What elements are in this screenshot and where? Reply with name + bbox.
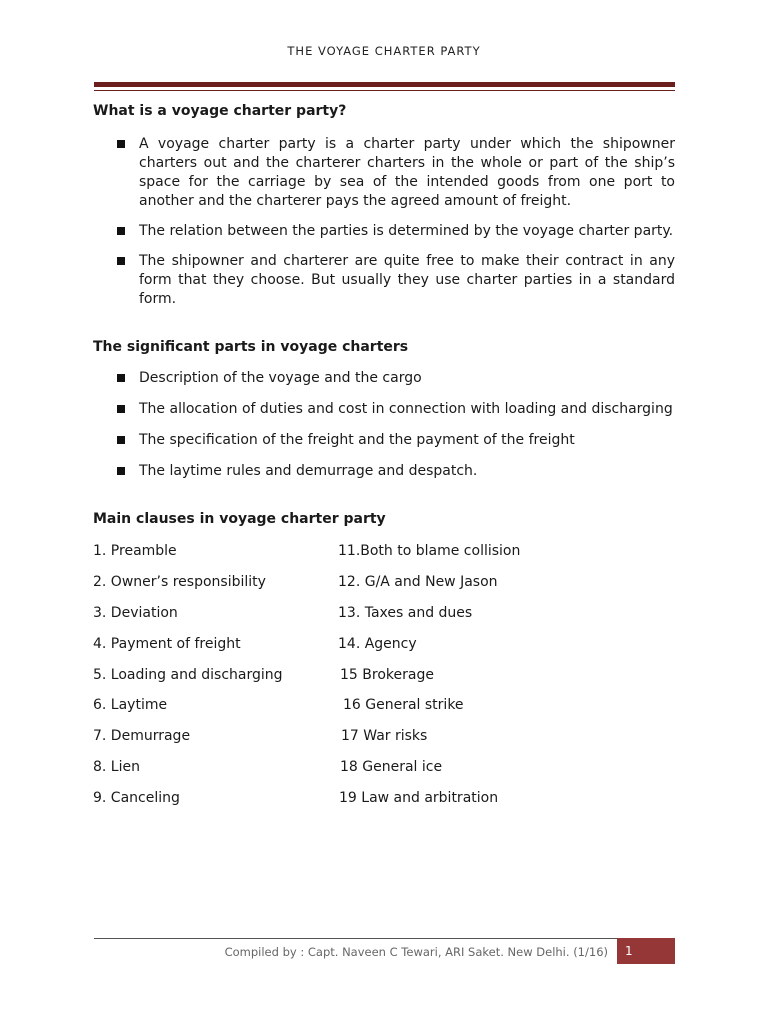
square-bullet-icon	[117, 467, 125, 475]
header-rule-thick	[94, 82, 675, 87]
clause-left: 5. Loading and discharging	[93, 666, 283, 683]
clause-row	[93, 541, 675, 572]
page-number-badge	[617, 938, 675, 964]
clause-left: 3. Deviation	[93, 604, 178, 621]
bullet-text: The laytime rules and demurrage and despatch.	[139, 463, 478, 479]
clause-right: 12. G/A and New Jason	[338, 573, 498, 590]
clause-row	[93, 695, 675, 726]
clause-left: 2. Owner’s responsibility	[93, 573, 266, 590]
section-heading-significant-parts: The significant parts in voyage charters	[93, 339, 409, 355]
bullet-text: The relation between the parties is determined by the voyage charter party.	[139, 223, 674, 239]
footer-rule	[94, 938, 617, 939]
clause-left: 7. Demurrage	[93, 728, 191, 745]
clause-row	[93, 572, 675, 603]
clause-right: 19 Law and arbitration	[339, 790, 499, 807]
list-item	[93, 135, 675, 211]
list-item	[93, 400, 675, 419]
clause-right: 11.Both to blame collision	[338, 543, 521, 559]
square-bullet-icon	[117, 140, 125, 148]
clause-left: 8. Lien	[93, 759, 140, 776]
list-item	[93, 369, 675, 388]
section-heading-definition: What is a voyage charter party?	[93, 103, 347, 119]
square-bullet-icon	[117, 227, 125, 235]
clause-right: 16 General strike	[343, 697, 464, 714]
clause-right: 17 War risks	[341, 728, 428, 745]
bullet-text: The shipowner and charterer are quite free to make their contract in any form that they choose. But usually they use charter parties in a standard form.	[139, 253, 675, 307]
clause-row	[93, 757, 675, 788]
list-item	[93, 222, 675, 241]
clause-left: 1. Preamble	[93, 543, 177, 559]
clause-right: 14. Agency	[338, 635, 417, 652]
square-bullet-icon	[117, 436, 125, 444]
bullet-text: The allocation of duties and cost in connection with loading and discharging	[139, 401, 673, 417]
running-header: THE VOYAGE CHARTER PARTY	[287, 44, 481, 58]
clause-left: 4. Payment of freight	[93, 635, 241, 652]
bullet-text: Description of the voyage and the cargo	[139, 370, 422, 386]
clause-row	[93, 634, 675, 665]
bullet-text: The specification of the freight and the payment of the freight	[139, 432, 575, 448]
page-number: 1	[625, 944, 633, 958]
list-item	[93, 462, 675, 481]
clause-left: 6. Laytime	[93, 697, 168, 714]
section-heading-main-clauses: Main clauses in voyage charter party	[93, 511, 386, 527]
clause-row	[93, 726, 675, 757]
square-bullet-icon	[117, 405, 125, 413]
clauses-two-column-list	[93, 541, 675, 819]
bullet-text: A voyage charter party is a charter party under which the shipowner charters out and the charterer charters in the whole or part of the ship’s space for the carriage by sea of the intended goods from one port to another and the charterer pays the agreed amount of freight.	[139, 136, 675, 209]
definition-bullet-list	[93, 135, 675, 309]
list-item	[93, 252, 675, 309]
clause-row	[93, 788, 675, 819]
clause-right: 15 Brokerage	[340, 666, 434, 683]
square-bullet-icon	[117, 374, 125, 382]
clause-row	[93, 603, 675, 634]
clause-right: 13. Taxes and dues	[338, 604, 473, 621]
list-item	[93, 431, 675, 450]
header-rule-thin	[94, 90, 675, 91]
square-bullet-icon	[117, 257, 125, 265]
clause-left: 9. Canceling	[93, 790, 180, 807]
footer-credit: Compiled by : Capt. Naveen C Tewari, ARI Saket. New Delhi. (1/16)	[224, 945, 608, 959]
clause-right: 18 General ice	[340, 759, 443, 776]
significant-parts-bullet-list	[93, 369, 675, 481]
clause-row	[93, 665, 675, 696]
